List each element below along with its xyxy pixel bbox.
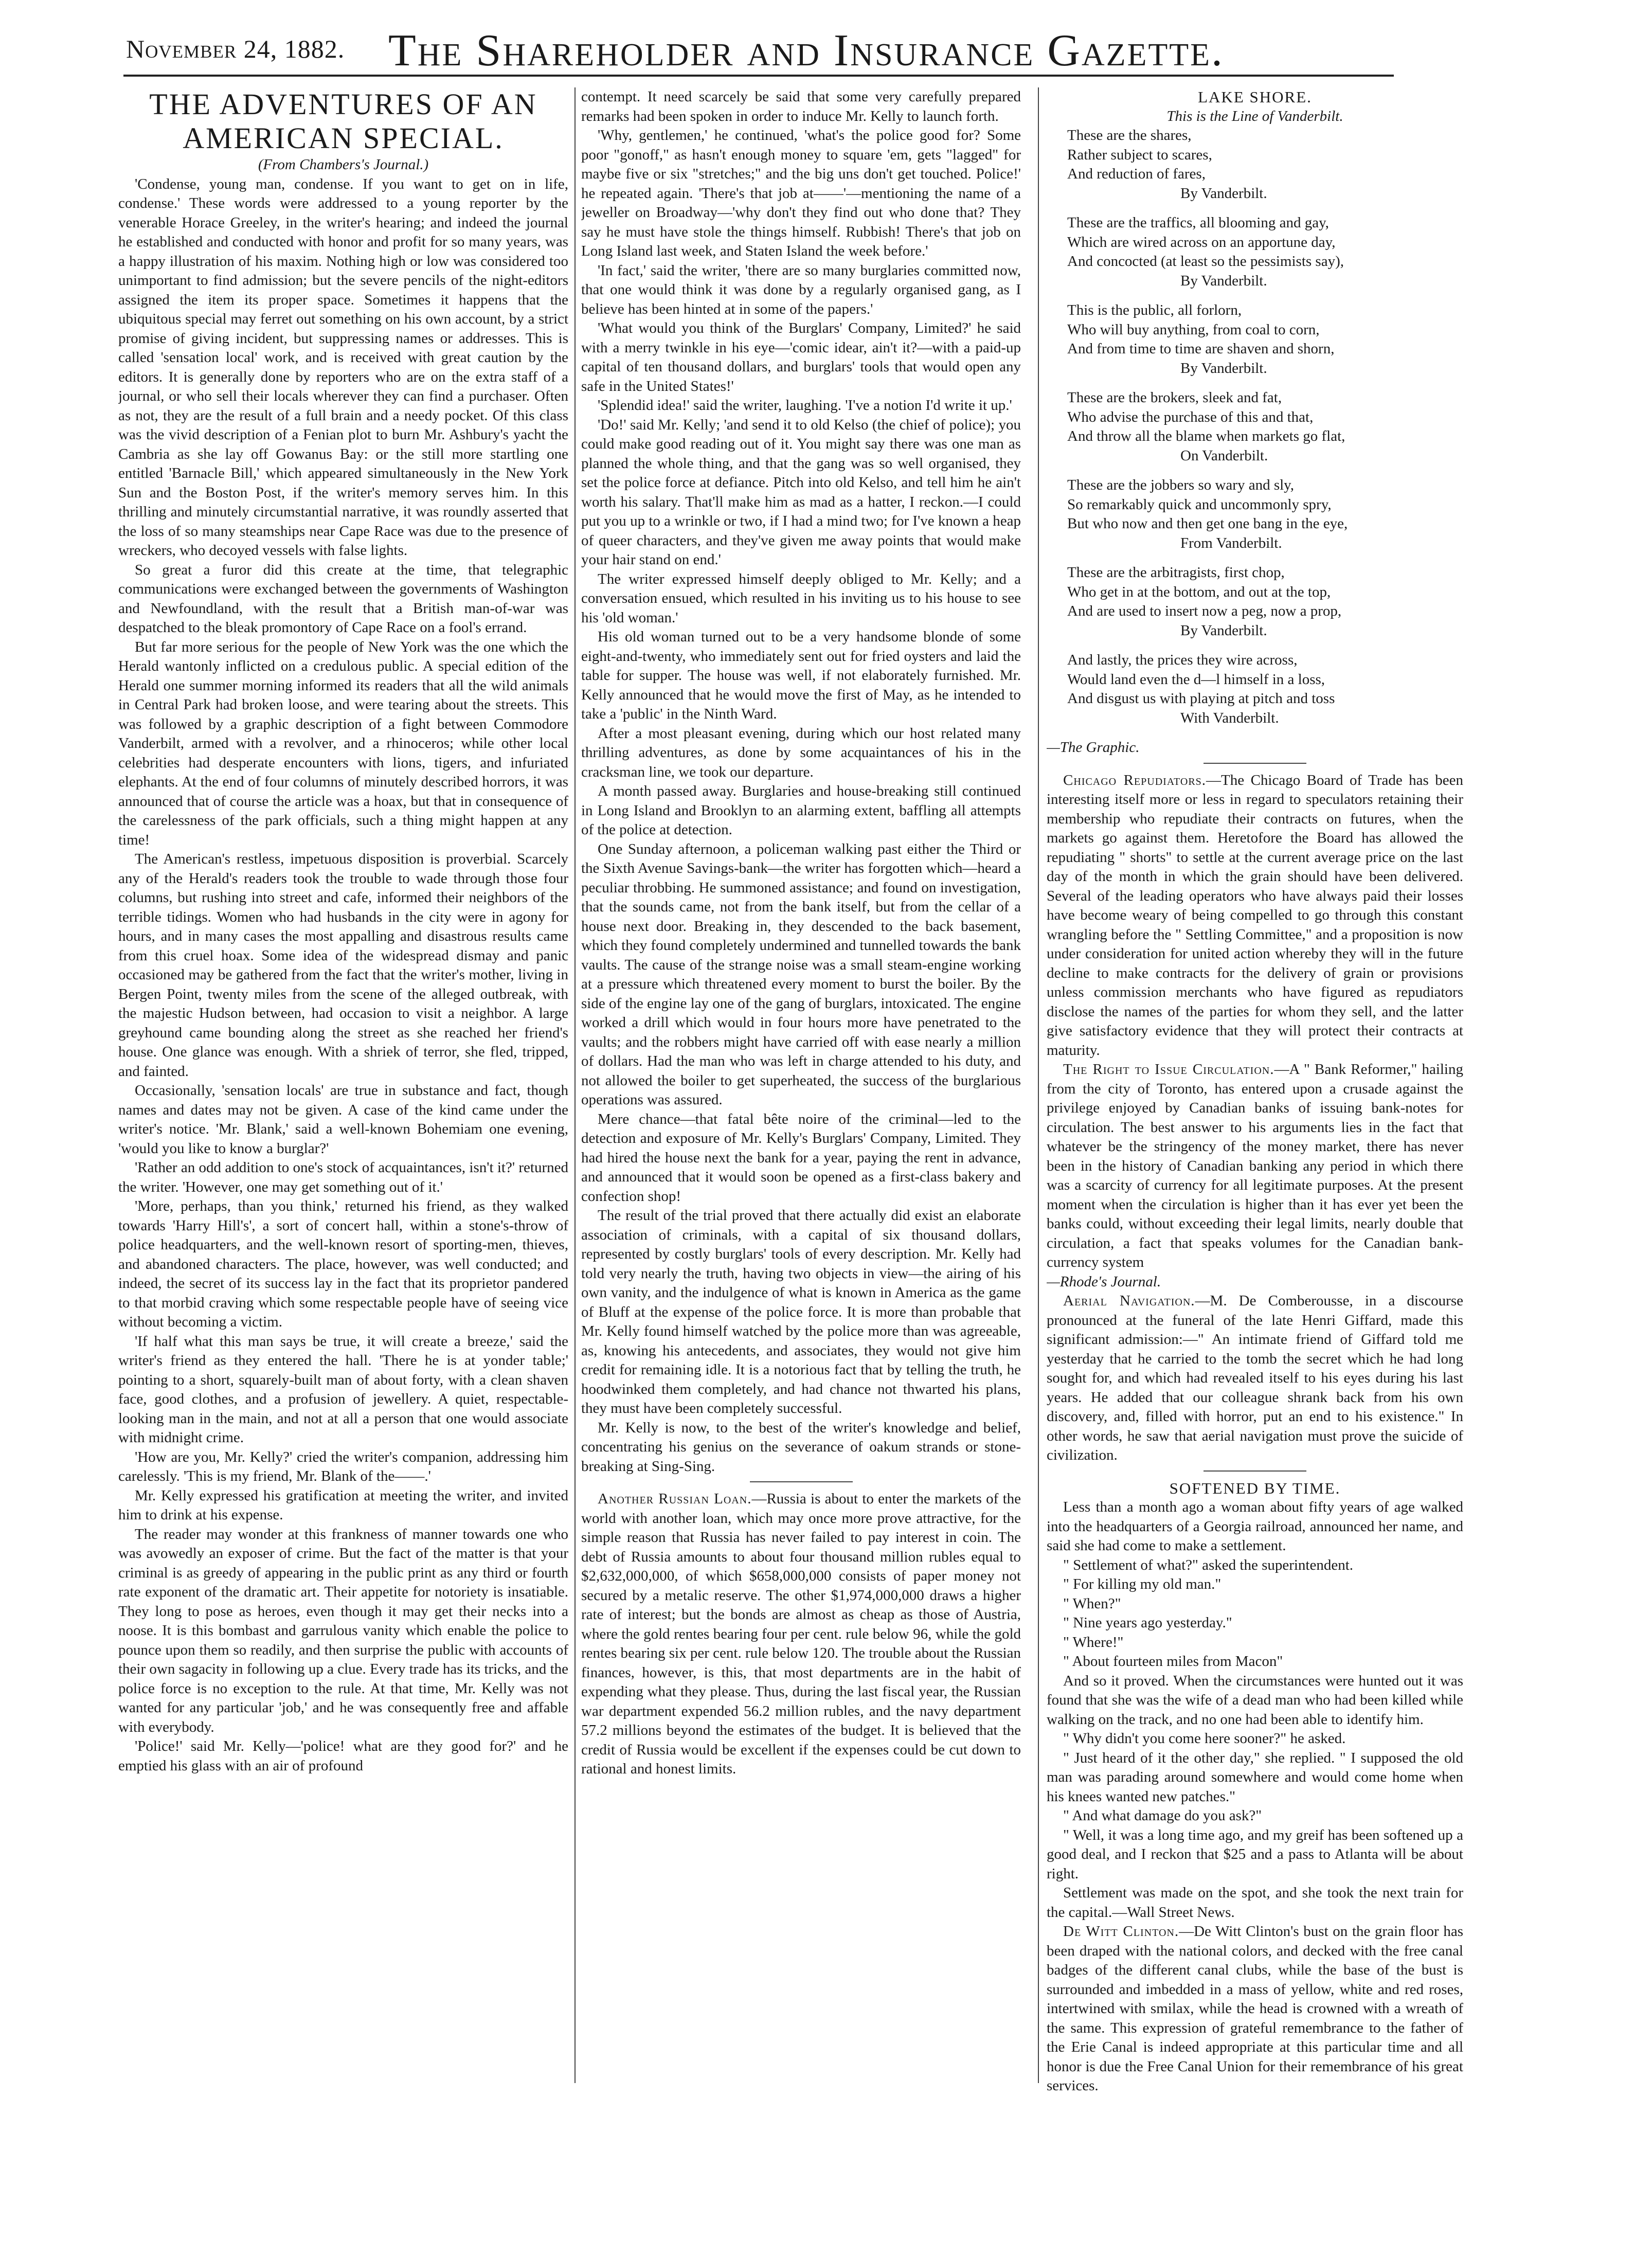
item-text: —Russia is about to enter the markets of the world with another loan, which may once more prove attractive, for the simple reason that Russia has never failed to pay interest in coin. The debt of Russia amounts to about four thousand million rubles equal to $2,632,000,000, of which $658,000,000 consists of paper money not secured by a metalic reserve. The other $1,974,000,000 draws a higher rate of interest; but the bonds are almost as cheap as those of Austria, where the gold rentes bearing four per cent. rule below 96, while the gold rentes bearing six per cent. rule below 120. The trouble about the Russian finances, however, is this, that most departments are in the habit of expending what they please. Thus, during the last fiscal year, the Russian war department expended 56.2 million rubles, and the navy department 57.2 millions beyond the estimates of the budget. It is believed that the credit of Russia would be excellent if the expenses could be cut down to rational and honest limits. (581, 1491, 1021, 1777)
poem-refrain: By Vanderbilt. (1180, 622, 1267, 639)
article-paragraph: Mr. Kelly is now, to the best of the writer's knowledge and belief, concentrating his genius on the severance of oakum strands or stone-breaking at Sing-Sing. (581, 1419, 1021, 1475)
poem-line: And are used to insert now a peg, now a prop, (1067, 603, 1342, 619)
article-paragraph: 'What would you think of the Burglars' Company, Limited?' he said with a merry twinkle in his eye—'comic idear, ain't it?—with a paid-up capital of ten thousand dollars, and burglars' tools that would open any safe in the United States!' (581, 320, 1021, 394)
section-rule (750, 1481, 853, 1482)
article-paragraph: 'Condense, young man, condense. If you want to get on in life, condense.' These words were addressed to a young reporter by the venerable Horace Greeley, in the writer's hearing; and indeed the journal he established and conducted with honor and profit for so many years, was a happy illustration of his maxim. Nothing high or low was considered too unimportant to find admission; but the severe pencils of the night-editors assigned the item its proper space. Sometimes it happens that the ubiquitous special may ferret out something on his own account, by a strict promise of giving incident, but suppressing names or addresses. This is called 'sensation local' work, and is received with great caution by the editors. It is generally done by reporters who are on the extra staff of a journal, or who sell their locals wherever they can find a purchaser. Often as not, they are the result of a full brain and a needy pocket. Of this class was the vivid description of a Fenian plot to burn Mr. Ashbury's yacht the Cambria as she lay off Gowanus Bay: or the still more startling one entitled 'Barnacle Bill,' which appeared simultaneously in the New York Sun and the Boston Post, if the writer's memory serves him. In this thrilling and minutely circumstantial narrative, it was roundly asserted that the loss of so many steamships near Cape Race was due to the presence of wreckers, who decoyed vessels with false lights. (118, 175, 568, 559)
poem-line: This is the public, all forlorn, (1067, 302, 1242, 318)
poem-line: Who get in at the bottom, and out at the top, (1067, 583, 1331, 600)
poem-refrain: With Vanderbilt. (1180, 709, 1279, 726)
poem-line: These are the traffics, all blooming and gay, (1067, 214, 1329, 231)
item-heading: Chicago Repudiators. (1063, 772, 1207, 788)
news-item-clinton (1047, 1922, 1463, 2096)
poem-line: And lastly, the prices they wire across, (1067, 652, 1298, 668)
item-heading: Another Russian Loan. (598, 1491, 752, 1507)
article-paragraph: Settlement was made on the spot, and she took the next train for the capital.—Wall Street News. (1047, 1885, 1463, 1921)
article-paragraph: After a most pleasant evening, during which our host related many thrilling adventures, as done by some acquaintances of his in the cracksman line, we took our departure. (581, 725, 1021, 780)
article-paragraph: " Just heard of it the other day," she replied. " I supposed the old man was parading around somewhere and would come home when his knees wanted new patches." (1047, 1749, 1463, 1805)
article-paragraph: Less than a month ago a woman about fifty years of age walked into the headquarters of a Georgia railroad, announced her name, and said she had come to make a settlement. (1047, 1499, 1463, 1554)
article-paragraph: 'Why, gentlemen,' he continued, 'what's the police good for? Some poor "gonoff," as hasn't enough money to square 'em, gets "lagged" for maybe five or six "stretches;" and the big uns don't get touched. Police!' he repeated again. 'There's that job at——'—mentioning the name of a jeweller on Broadway—'why don't they find out who done that? They say he must have stole the things himself. Rubbish! There's that job on Long Island last week, and Staten Island the week before.' (581, 127, 1021, 259)
article-paragraph: Mr. Kelly expressed his gratification at meeting the writer, and invited him to drink at his expense. (118, 1487, 568, 1523)
article-paragraph: The writer expressed himself deeply obliged to Mr. Kelly; and a conversation ensued, which resulted in his inviting us to his house to see his 'old woman.' (581, 570, 1021, 626)
poem-refrain: On Vanderbilt. (1180, 447, 1268, 464)
poem-line: But who now and then get one bang in the eye, (1067, 515, 1348, 532)
poem-line: And from time to time are shaven and shorn, (1067, 340, 1335, 357)
poem-line: These are the brokers, sleek and fat, (1067, 389, 1282, 406)
article-paragraph: So great a furor did this create at the time, that telegraphic communications were exchanged between the governments of Washington and Newfoundland, with the result that a British man-of-war was despatched to the bleak promontory of Cape Race on a fool's errand. (118, 561, 568, 636)
article-paragraph: contempt. It need scarcely be said that some very carefully prepared remarks had been spoken in order to induce Mr. Kelly to launch forth. (581, 88, 1021, 124)
poem-stanza (1067, 388, 1463, 465)
news-item-chicago (1047, 771, 1463, 1061)
item-heading: The Right to Issue Circulation. (1063, 1061, 1274, 1078)
article-paragraph: 'Do!' said Mr. Kelly; 'and send it to old Kelso (the chief of police); you could make good reading out of it. You might say there was one man as planned the whole thing, and that the gang was so well organised, they set the police force at defiance. Pitch into old Kelso, and tell him he ain't worth his salary. That'll make him as mad as a hatter, I reckon.—I could put you up to a wrinkle or two, if I had a mind two; for I've known a heap of queer characters, and they've given me away points that would make your hair stand on end.' (581, 416, 1021, 568)
poem-refrain: By Vanderbilt. (1180, 185, 1267, 202)
poem (1067, 126, 1463, 728)
item-text: —A " Bank Reformer," hailing from the city of Toronto, has entered upon a crusade against the privilege enjoyed by Canadian banks of issuing bank-notes for circulation. The best answer to his arguments lies in the fact that whatever be the stringency of the money market, there has never been in the history of Canadian banking any period in which there was a scarcity of currency for all legitimate purposes. At the present moment when the circulation is higher than it has ever yet been the banks could, without exceeding their legal limits, nearly double that circulation, a fact that speaks volumes for the Canadian bank-currency system (1047, 1061, 1463, 1270)
poem-stanza (1067, 476, 1463, 553)
issue-date: November 24, 1882. (126, 34, 345, 63)
poem-line: Who will buy anything, from coal to corn, (1067, 321, 1320, 338)
article-paragraph: 'If half what this man says be true, it will create a breeze,' said the writer's friend as they entered the hall. 'There he is at yonder table;' pointing to a short, squarely-built man of about forty, with a clean shaven face, good clothes, and a profusion of jewellery. A quiet, respectable-looking man in the main, and not at all a person that one would associate with midnight crime. (118, 1333, 568, 1446)
poem-line: And throw all the blame when markets go flat, (1067, 428, 1345, 444)
poem-line: And concocted (at least so the pessimists say), (1067, 253, 1344, 270)
news-item-aerial (1047, 1292, 1463, 1465)
article-paragraph: " Well, it was a long time ago, and my greif has been softened up a good deal, and I reckon that $25 and a pass to Atlanta will be about right. (1047, 1826, 1463, 1882)
article-paragraph: " Why didn't you come here sooner?" he asked. (1063, 1730, 1346, 1747)
poem-refrain: By Vanderbilt. (1180, 272, 1267, 289)
article-paragraph: " Nine years ago yesterday." (1063, 1615, 1232, 1631)
poem-stanza (1067, 301, 1463, 378)
article-paragraph: And so it proved. When the circumstances were hunted out it was found that she was the wife of a dead man who had been killed while walking on the track, and no one had been able to identify him. (1047, 1672, 1463, 1728)
masthead (0, 0, 1652, 76)
poem-line: These are the jobbers so wary and sly, (1067, 477, 1295, 493)
section-rule (1204, 1470, 1306, 1472)
poem-refrain: From Vanderbilt. (1180, 534, 1282, 551)
article-paragraph: Occasionally, 'sensation locals' are true in substance and fact, though names and dates may not be given. A case of the kind came under the writer's notice. 'Mr. Blank,' said a well-known Bohemiam one evening, 'would you like to know a burglar?' (118, 1082, 568, 1157)
article-paragraph: The reader may wonder at this frankness of manner towards one who was avowedly an exposer of crime. But the fact of the matter is that your criminal is as greedy of appearing in the public print as any third or fourth rate exponent of the dramatic art. Their appetite for notoriety is insatiable. They long to pose as heroes, even though it may get their necks into a noose. It is this bombast and garrulous vanity which enable the police to pounce upon them so readily, and then surprise the public with accounts of their own sagacity in following up a clue. Every trade has its tricks, and the police force is no exception to the rule. At that time, Mr. Kelly was not wanted for any particular 'job,' and he was consequently free and affable with everybody. (118, 1526, 568, 1735)
article-paragraph: But far more serious for the people of New York was the one which the Herald wantonly inflicted on a credulous public. A special edition of the Herald one summer morning informed its readers that all the wild animals in Central Park had broken loose, and were tearing about the streets. This was followed by a graphic description of a fight between Commodore Vanderbilt, armed with a revolver, and a rhinoceros; while other local celebrities had desperate encounters with lions, tigers, and infuriated elephants. At the end of four columns of minutely described horrors, it was announced that of course the article was a hoax, but that in consequence of the carelessness of the park officials, such a thing might happen at any time! (118, 638, 568, 848)
poem-line: Who advise the purchase of this and that, (1067, 408, 1314, 425)
poem-stanza (1067, 213, 1463, 291)
poem-line: And reduction of fares, (1067, 166, 1206, 182)
item-heading: De Witt Clinton. (1063, 1923, 1179, 1940)
item-text: —M. De Comberousse, in a discourse pronounced at the funeral of the late Henri Giffard, made this significant admission:—" An intimate friend of Giffard told me yesterday that he carried to the tomb the secret which he had long sought for, and which had revealed itself to his eyes during his last years. He added that our colleague shrank back from his own discovery, and, filled with horror, put an end to his existence." In other words, he saw that aerial navigation must prove the suicide of civilization. (1047, 1293, 1463, 1463)
article-paragraph: Mere chance—that fatal bête noire of the criminal—led to the detection and exposure of Mr. Kelly's Burglars' Company, Limited. They had hired the house next the bank for a year, paying the rent in advance, and announced that it would soon be opened as a first-class bakery and confection shop! (581, 1110, 1021, 1205)
section-rule (1204, 763, 1306, 764)
article-paragraph: 'How are you, Mr. Kelly?' cried the writer's companion, addressing him carelessly. 'This is my friend, Mr. Blank of the——.' (118, 1448, 568, 1484)
poem-refrain: By Vanderbilt. (1180, 360, 1267, 376)
poem-line: Which are wired across on an apportune day, (1067, 234, 1336, 250)
article-paragraph: His old woman turned out to be a very handsome blonde of some eight-and-twenty, who immediately sent out for fried oysters and laid the table for supper. The house was well, if not elaborately furnished. Mr. Kelly announced that he would move the first of May, as he intended to take a 'public' in the Ninth Ward. (581, 629, 1021, 722)
article-paragraph: " About fourteen miles from Macon" (1063, 1653, 1283, 1670)
column-2 (581, 87, 1021, 2186)
masthead-rule (123, 75, 1394, 77)
poem-line: These are the shares, (1067, 127, 1192, 144)
column-divider-1 (574, 87, 576, 2083)
news-item-circulation (1047, 1060, 1463, 1272)
article-paragraph: The result of the trial proved that there actually did exist an elaborate association of criminals, with a capital of six thousand dollars, represented by costly burglars' tools of every description. Mr. Kelly had told very nearly the truth, having two objects in view—the airing of his own vanity, and the indulgence of what is known in America as the game of Bluff at the expense of the police force. It is more than probable that Mr. Kelly found himself watched by the police more than was agreeable, as, knowing his antecedents, and associates, they would not give him credit for remaining idle. It is a notorious fact that by telling the truth, he hoodwinked them completely, and had chance not thwarted his plans, they must have been completely successful. (581, 1207, 1021, 1416)
article-title: THE ADVENTURES OF AN AMERICAN SPECIAL. (149, 87, 537, 155)
item-heading: Aerial Navigation. (1063, 1293, 1195, 1309)
article-source: (From Chambers's Journal.) (258, 156, 429, 173)
item-text: —De Witt Clinton's bust on the grain floor has been draped with the national colors, and decked with the free canal badges of the different canal clubs, while the base of the bust is surrounded and imbedded in a mass of yellow, white and red roses, intertwined with smilax, while the head is crowned with a wreath of the same. This expression of grateful remembrance to the father of the Erie Canal is indeed appropriate at this particular time and all honor is due the Free Canal Union for their remembrance of his great services. (1047, 1923, 1463, 2094)
article-paragraph: " For killing my old man." (1063, 1576, 1222, 1592)
article-paragraph: " Where!" (1063, 1634, 1124, 1651)
poem-line: These are the arbitragists, first chop, (1067, 564, 1285, 581)
poem-subtitle: This is the Line of Vanderbilt. (1166, 107, 1343, 124)
poem-credit: —The Graphic. (1047, 739, 1140, 756)
poem-stanza (1067, 651, 1463, 728)
column-3 (1047, 87, 1463, 2186)
poem-line: And disgust us with playing at pitch and toss (1067, 690, 1335, 707)
poem-line: Would land even the d—l himself in a loss, (1067, 671, 1325, 688)
poem-line: So remarkably quick and uncommonly spry, (1067, 496, 1332, 513)
article-paragraph: 'More, perhaps, than you think,' returned his friend, as they walked towards 'Harry Hill's', a sort of concert hall, within a stone's-throw of police headquarters, and the well-known resort of sporting-men, thieves, and abandoned characters. The place, however, was well conducted; and indeed, the secret of its success lay in the fact that its proprietor pandered to that morbid craving which some respectable people have of seeing vice without becoming a victim. (118, 1198, 568, 1330)
section-title: SOFTENED BY TIME. (1169, 1479, 1341, 1497)
article-paragraph: 'Splendid idea!' said the writer, laughing. 'I've a notion I'd write it up.' (598, 397, 1012, 414)
article-paragraph: " When?" (1063, 1595, 1121, 1612)
article-paragraph: A month passed away. Burglaries and house-breaking still continued in Long Island and Brooklyn to an alarming extent, baffling all attempts of the police at detection. (581, 783, 1021, 838)
article-paragraph: One Sunday afternoon, a policeman walking past either the Third or the Sixth Avenue Savings-bank—the writer has forgotten which—heard a peculiar throbbing. He summoned assistance; and found on investigation, that the sounds came, not from the bank itself, but from the cellar of a house next door. Breaking in, they descended to the back basement, which they found completely undermined and tunnelled towards the bank vaults. The cause of the strange noise was a small steam-engine working at a pressure which threatened every moment to burst the boiler. By the side of the engine lay one of the gang of burglars, intoxicated. The engine worked a drill which would in four hours more have penetrated to the vaults; and the robbers might have carried off with ease nearly a million of dollars. Had the man who was left in charge attended to his duty, and not allowed the boiler to get superheated, the success of the burglarious operations was assured. (581, 840, 1021, 1108)
article-paragraph: 'Rather an odd addition to one's stock of acquaintances, isn't it?' returned the writer. 'However, one may get something out of it.' (118, 1159, 568, 1195)
article-paragraph: 'Police!' said Mr. Kelly—'police! what are they good for?' and he emptied his glass with an air of profound (118, 1738, 568, 1774)
news-item-russian-loan (581, 1490, 1021, 1779)
article-paragraph: " And what damage do you ask?" (1063, 1807, 1262, 1824)
column-divider-2 (1038, 87, 1039, 2083)
column-1 (118, 87, 568, 2186)
poem-stanza (1067, 563, 1463, 640)
poem-title: LAKE SHORE. (1198, 88, 1312, 106)
article-paragraph: 'In fact,' said the writer, 'there are so many burglaries committed now, that one would think it was done by a regularly organised gang, as I believe has been hinted at in some of the papers.' (581, 262, 1021, 317)
publication-title: The Shareholder and Insurance Gazette. (388, 26, 1225, 76)
item-text: —The Chicago Board of Trade has been interesting itself more or less in regard to speculators retaining their membership who repudiate their contracts on futures, when the markets go against them. Heretofore the Board has allowed the repudiating " shorts" to settle at the current average price on the last day of the month in which the grain should have been delivered. Several of the leading operators who have always paid their losses have become weary of being compelled to go through this constant wrangling before the " Settling Committee," and a proposition is now under consideration for united action whereby they will in the future decline to make contracts for the delivery of grain or provisions unless commission merchants who have figured as repudiators disclose the names of the parties for whom they sell, and the latter give satisfactory evidence that they will protect their contracts at maturity. (1047, 772, 1463, 1059)
article-paragraph: " Settlement of what?" asked the superintendent. (1063, 1556, 1354, 1573)
poem-line: Rather subject to scares, (1067, 146, 1212, 163)
article-paragraph: The American's restless, impetuous disposition is proverbial. Scarcely any of the Herald's readers took the trouble to wade through those four columns, but rushing into street and cafe, informed their neighbors of the terrible tidings. Women who had husbands in the city were in agony for hours, and in many cases the most appalling and disastrous results came from this cruel hoax. Some idea of the widespread dismay and panic occasioned may be gathered from the fact that the writer's mother, living in Bergen Point, twenty miles from the scene of the alleged outbreak, with the majestic Hudson between, had occasion to visit a neighbor. A large greyhound came bounding along the street as she reached her friend's house. One glance was enough. With a shriek of terror, she fled, tripped, and fainted. (118, 851, 568, 1080)
poem-stanza (1067, 126, 1463, 203)
item-credit: —Rhode's Journal. (1047, 1273, 1161, 1290)
